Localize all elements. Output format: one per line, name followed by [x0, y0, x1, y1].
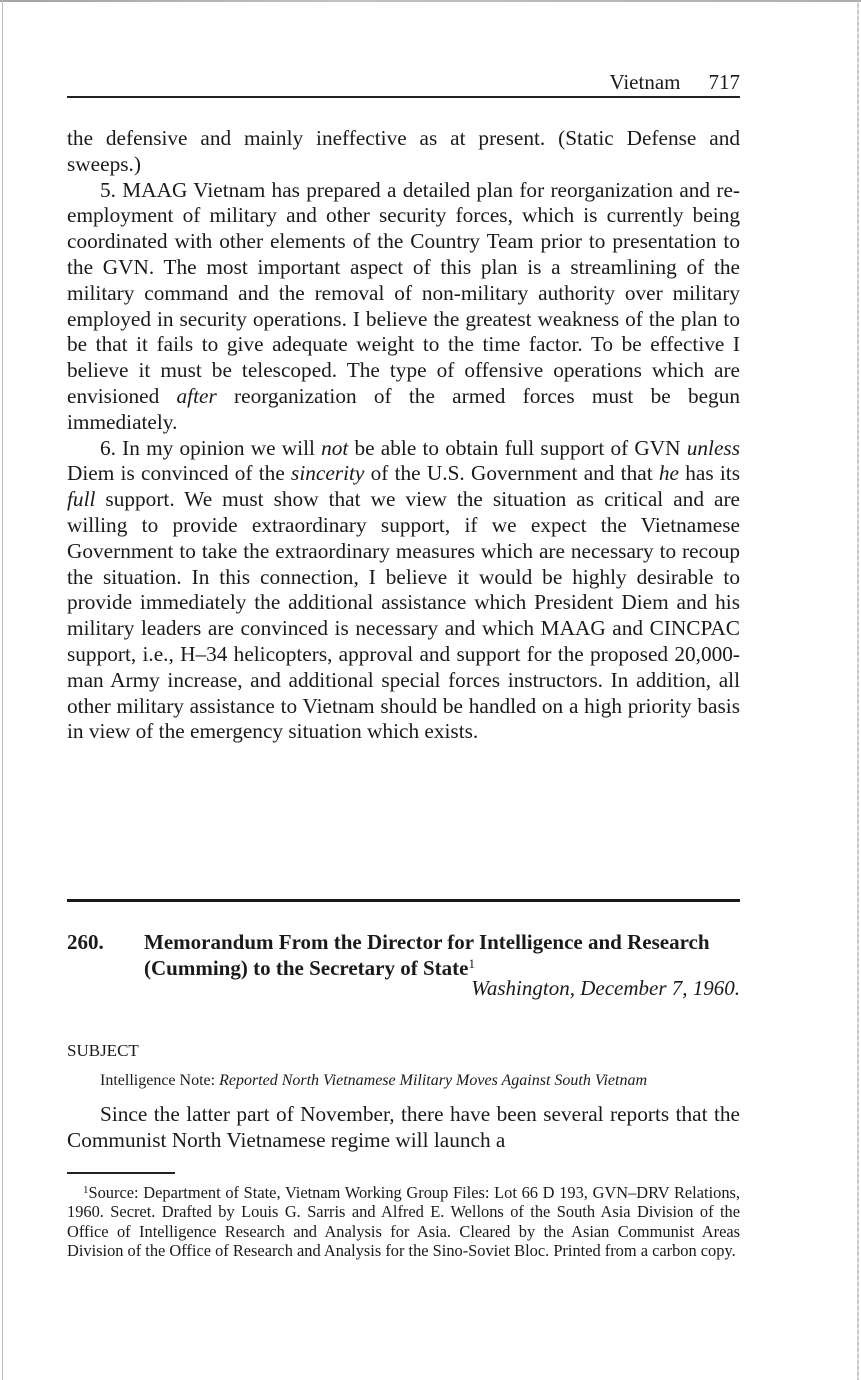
emphasis-text: unless [686, 435, 740, 460]
footnote-text: Source: Department of State, Vietnam Working Group Files: Lot 66 D 193, GVN–DRV Relations, 1960. Secret. Drafted by Louis G. Sarris and Alfred E. Wellons of the South Asia Division of the Office of Intelligence Research and Analysis for Asia. Cleared by the Asian Communist Areas Division of the Office of Research and Analysis for the Sino-Soviet Bloc. Printed from a carbon copy. [67, 1183, 740, 1261]
page-number: 717 [708, 70, 740, 94]
footnote-block [67, 1183, 740, 1261]
running-head [67, 68, 740, 96]
document-title-text: Memorandum From the Director for Intelligence and Research (Cumming) to the Secretary of State [144, 930, 710, 980]
document-title [144, 929, 740, 981]
paragraph-text: be able to obtain full support of GVN [348, 435, 687, 460]
paragraph-p6 [67, 436, 740, 746]
paragraph-text: 5. MAAG Vietnam has prepared a detailed plan for reorganization and re-employment of military and other security forces, which is currently being coordinated with other elements of the Country Team prior to presentation to the GVN. The most important aspect of this plan is a streamlining of the military command and the removal of non-military authority over military employed in security operations. I believe the greatest weakness of the plan to be that it fails to give adequate weight to the time factor. To be effective I believe it must be telescoped. The type of offensive operations which are envisioned [67, 177, 740, 408]
page-right-edge [857, 0, 859, 1380]
document-number: 260. [67, 930, 104, 954]
paragraph-p5 [67, 178, 740, 436]
paragraph-text: of the U.S. Government and that [364, 461, 659, 486]
emphasis-text: sincerity [291, 461, 365, 486]
subject-prefix: Intelligence Note: [100, 1072, 220, 1089]
page-left-edge [2, 0, 3, 1380]
paragraph-text: 6. In my opinion we will [100, 435, 322, 460]
emphasis-text: not [321, 435, 349, 460]
document-body [67, 1102, 740, 1154]
section-divider [67, 899, 740, 902]
paragraph-text: Diem is convinced of the [67, 461, 292, 486]
paragraph-p-cont [67, 126, 740, 178]
subject-title: Reported North Vietnamese Military Moves Against South Vietnam [219, 1072, 647, 1089]
emphasis-text: full [67, 487, 96, 512]
emphasis-text: after [176, 383, 217, 408]
dateline: Washington, December 7, 1960. [471, 976, 740, 1000]
footnote-1 [67, 1183, 740, 1261]
running-head-title: Vietnam [609, 70, 681, 94]
paragraph-b1 [67, 1102, 740, 1154]
subject-label: SUBJECT [67, 1041, 139, 1060]
header-rule [67, 96, 740, 98]
paragraph-text: has its [678, 461, 740, 486]
paragraph-text: Since the latter part of November, there have been several reports that the Communist North Vietnamese regime will launch a [67, 1102, 740, 1152]
footnote-marker: 1 [468, 956, 475, 971]
paragraph-text: support. We must show that we view the situation as critical and are willing to provide extraordinary support, if we expect the Vietnamese Government to take the extraordinary measures which are necessary to recoup the situation. In this connection, I believe it would be highly desirable to provide immediately the additional assistance which President Diem and his military leaders are convinced is necessary and which MAAG and CINCPAC support, i.e., H–34 helicopters, approval and support for the proposed 20,000-man Army increase, and additional special forces instructors. In addition, all other military assistance to Vietnam should be handled on a high priority basis in view of the emergency situation which exists. [67, 487, 740, 744]
paragraph-text: the defensive and mainly ineffective as at present. (Static Defense and sweeps.) [67, 126, 740, 176]
footnote-rule [67, 1172, 175, 1174]
document-heading [67, 929, 740, 981]
continued-text-block [67, 126, 740, 745]
subject-line [100, 1070, 647, 1092]
emphasis-text: he [658, 461, 679, 486]
paragraph-text: reorganization of the armed forces must be begun immediately. [67, 383, 740, 434]
page-top-edge [0, 0, 861, 2]
footnote-number: 1 [83, 1184, 89, 1196]
